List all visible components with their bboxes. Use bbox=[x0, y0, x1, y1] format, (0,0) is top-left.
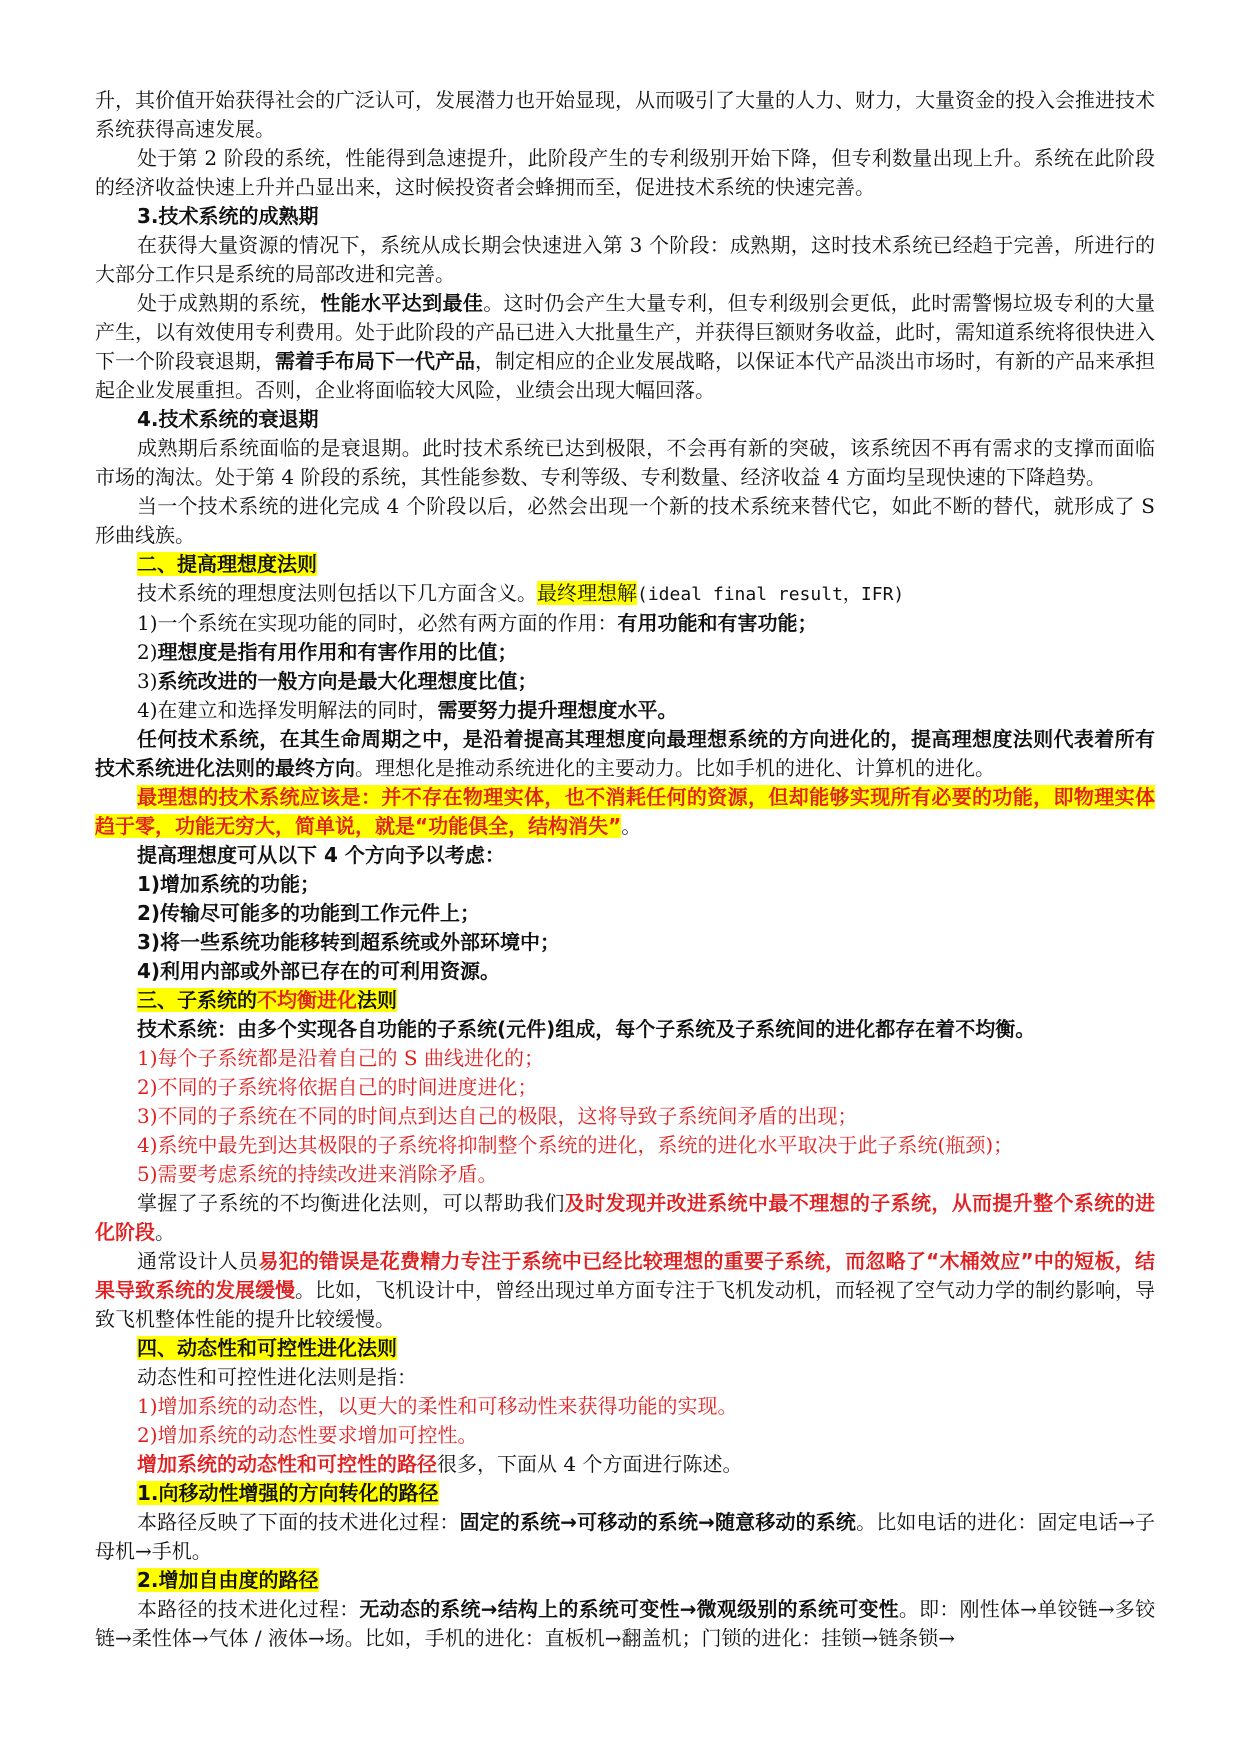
list-item bbox=[95, 667, 1155, 696]
bold-text: 需要努力提升理想度水平。 bbox=[437, 698, 678, 722]
paragraph bbox=[95, 1363, 1155, 1392]
list-item bbox=[95, 1044, 1155, 1073]
list-item bbox=[95, 1160, 1155, 1189]
bold-text: 系统改进的一般方向是最大化理想度比值； bbox=[157, 669, 538, 693]
bold-text: 3)将一些系统功能移转到超系统或外部环境中； bbox=[137, 930, 561, 954]
section-heading bbox=[95, 550, 1155, 579]
red-text: 5)需要考虑系统的持续改进来消除矛盾。 bbox=[137, 1162, 498, 1186]
subsection-heading bbox=[95, 1566, 1155, 1595]
text: 。理想化是推动系统进化的主要动力。比如手机的进化、计算机的进化。 bbox=[355, 756, 995, 780]
text: 。即：刚性体→单铰链→多铰链→柔性体→气体 / 液体→场。比如，手机的进化：直板机→翻盖机；门锁的进化：挂锁→链条锁→ bbox=[95, 1597, 1156, 1650]
bold-text: 固定的系统→可移动的系统→随意移动的系统 bbox=[459, 1510, 857, 1534]
highlighted-red-text: 最理想的技术系统应该是：并不存在物理实体，也不消耗任何的资源，但却能够实现所有必要的功能，即物理实体趋于零，功能无穷大，简单说，就是“功能俱全，结构消失” bbox=[95, 785, 1155, 838]
highlighted-heading: 四、动态性和可控性进化法则 bbox=[137, 1336, 397, 1360]
text: (ideal final result，IFR) bbox=[637, 584, 905, 605]
bold-text: 1)增加系统的功能； bbox=[137, 872, 321, 896]
paragraph bbox=[95, 783, 1155, 841]
text: 。这时仍会产生大量专利，但专利级别会更低，此时需警惕垃圾专利的大量产生，以有效使用专利费用。处于此阶段的产品已进入大批量生产，并获得巨额财务收益，此时，需知道系统将很快进入下一个阶段衰退期， bbox=[95, 291, 1156, 373]
highlighted-heading: 二、提高理想度法则 bbox=[137, 552, 317, 576]
text: 动态性和可控性进化法则是指： bbox=[137, 1365, 417, 1389]
text: 当一个技术系统的进化完成 4 个阶段以后，必然会出现一个新的技术系统来替代它，如此不断的替代，就形成了 S 形曲线族。 bbox=[95, 494, 1155, 547]
list-item bbox=[95, 1102, 1155, 1131]
list-item bbox=[95, 1421, 1155, 1450]
list-item bbox=[95, 1131, 1155, 1160]
list-item bbox=[95, 870, 1155, 899]
bold-red-text: 增加系统的动态性和可控性的路径 bbox=[137, 1452, 437, 1476]
subsection-heading bbox=[95, 405, 1155, 434]
bold-text: 提高理想度可从以下 4 个方向予以考虑： bbox=[137, 843, 505, 867]
highlighted-heading: 法则 bbox=[357, 988, 397, 1012]
highlighted-term: 最终理想解 bbox=[537, 581, 637, 605]
red-text: 1)增加系统的动态性，以更大的柔性和可移动性来获得功能的实现。 bbox=[137, 1394, 738, 1418]
paragraph bbox=[95, 725, 1155, 783]
paragraph bbox=[95, 1595, 1155, 1653]
text: 成熟期后系统面临的是衰退期。此时技术系统已达到极限，不会再有新的突破，该系统因不再有需求的支撑而面临市场的淘汰。处于第 4 阶段的系统，其性能参数、专利等级、专利数量、经济收益 4 方面均呈现快速的下降趋势。 bbox=[95, 436, 1155, 489]
paragraph bbox=[95, 1450, 1155, 1479]
paragraph bbox=[95, 434, 1155, 492]
text: 在获得大量资源的情况下，系统从成长期会快速进入第 3 个阶段：成熟期，这时技术系统已经趋于完善，所进行的大部分工作只是系统的局部改进和完善。 bbox=[95, 233, 1155, 286]
text: 4)在建立和选择发明解法的同时， bbox=[137, 698, 438, 722]
red-text: 2)增加系统的动态性要求增加可控性。 bbox=[137, 1423, 478, 1447]
paragraph bbox=[95, 231, 1155, 289]
bold-text: 需着手布局下一代产品 bbox=[275, 349, 475, 373]
red-text: 3)不同的子系统在不同的时间点到达自己的极限，这将导致子系统间矛盾的出现； bbox=[137, 1104, 858, 1128]
bold-text: 技术系统：由多个实现各自功能的子系统(元件)组成，每个子系统及子系统间的进化都存在着不均衡。 bbox=[137, 1017, 1036, 1041]
text: 。 bbox=[621, 814, 642, 838]
list-item bbox=[95, 1073, 1155, 1102]
bold-text: 任何技术系统，在其生命周期之中，是沿着提高其理想度向最理想系统的方向进化的，提高理想度法则代表着所有技术系统进化法则的最终方向 bbox=[95, 727, 1155, 780]
paragraph bbox=[95, 1508, 1155, 1566]
highlighted-heading: 不均衡进化 bbox=[257, 988, 357, 1012]
document-body bbox=[95, 86, 1155, 1653]
paragraph bbox=[95, 579, 1155, 609]
list-item bbox=[95, 638, 1155, 667]
text: 3) bbox=[137, 669, 158, 693]
heading-text: 4.技术系统的衰退期 bbox=[137, 407, 319, 431]
bold-text: 理想度是指有用作用和有害作用的比值； bbox=[157, 640, 518, 664]
subsection-heading bbox=[95, 1479, 1155, 1508]
text: 升，其价值开始获得社会的广泛认可，发展潜力也开始显现，从而吸引了大量的人力、财力，大量资金的投入会推进技术系统获得高速发展。 bbox=[95, 88, 1155, 141]
paragraph bbox=[95, 289, 1155, 405]
bold-text: 无动态的系统→结构上的系统可变性→微观级别的系统可变性 bbox=[359, 1597, 899, 1621]
highlighted-heading: 2.增加自由度的路径 bbox=[137, 1568, 319, 1592]
paragraph bbox=[95, 841, 1155, 870]
list-item bbox=[95, 899, 1155, 928]
red-text: 4)系统中最先到达其极限的子系统将抑制整个系统的进化，系统的进化水平取决于此子系统(瓶颈)； bbox=[137, 1133, 1014, 1157]
list-item bbox=[95, 1392, 1155, 1421]
list-item bbox=[95, 928, 1155, 957]
red-text: 1)每个子系统都是沿着自己的 S 曲线进化的； bbox=[137, 1046, 544, 1070]
text: 处于第 2 阶段的系统，性能得到急速提升，此阶段产生的专利级别开始下降，但专利数量出现上升。系统在此阶段的经济收益快速上升并凸显出来，这时候投资者会蜂拥而至，促进技术系统的快速完善。 bbox=[95, 146, 1155, 199]
text: 处于成熟期的系统， bbox=[137, 291, 321, 315]
list-item bbox=[95, 609, 1155, 638]
section-heading bbox=[95, 1334, 1155, 1363]
text: 1)一个系统在实现功能的同时，必然有两方面的作用： bbox=[137, 611, 618, 635]
paragraph bbox=[95, 1189, 1155, 1247]
list-item bbox=[95, 957, 1155, 986]
highlighted-heading: 三、子系统的 bbox=[137, 988, 257, 1012]
bold-text: 性能水平达到最佳 bbox=[320, 291, 484, 315]
text: ，制定相应的企业发展战略，以保证本代产品淡出市场时，有新的产品来承担起企业发展重担。否则，企业将面临较大风险，业绩会出现大幅回落。 bbox=[95, 349, 1155, 402]
bold-text: 2)传输尽可能多的功能到工作元件上； bbox=[137, 901, 481, 925]
heading-text: 3.技术系统的成熟期 bbox=[137, 204, 319, 228]
bold-red-text: 易犯的错误是花费精力专注于系统中已经比较理想的重要子系统，而忽略了“木桶效应”中的短板，结果导致系统的发展缓慢 bbox=[95, 1249, 1155, 1302]
subsection-heading bbox=[95, 202, 1155, 231]
text: 2) bbox=[137, 640, 158, 664]
text: 本路径的技术进化过程： bbox=[137, 1597, 360, 1621]
text: 很多，下面从 4 个方面进行陈述。 bbox=[437, 1452, 743, 1476]
red-text: 2)不同的子系统将依据自己的时间进度进化； bbox=[137, 1075, 538, 1099]
bold-text: 有用功能和有害功能； bbox=[617, 611, 818, 635]
paragraph bbox=[95, 144, 1155, 202]
paragraph bbox=[95, 492, 1155, 550]
bold-red-text: 及时发现并改进系统中最不理想的子系统，从而提升整个系统的进化阶段 bbox=[95, 1191, 1156, 1244]
text: 。比如，飞机设计中，曾经出现过单方面专注于飞机发动机，而轻视了空气动力学的制约影响，导致飞机整体性能的提升比较缓慢。 bbox=[95, 1278, 1155, 1331]
text: 通常设计人员 bbox=[137, 1249, 259, 1273]
paragraph bbox=[95, 1015, 1155, 1044]
text: 。比如电话的进化：固定电话→子母机→手机。 bbox=[95, 1510, 1156, 1563]
text: 本路径反映了下面的技术进化过程： bbox=[137, 1510, 460, 1534]
paragraph bbox=[95, 86, 1155, 144]
bold-text: 4)利用内部或外部已存在的可利用资源。 bbox=[137, 959, 501, 983]
text: 。 bbox=[155, 1220, 175, 1244]
section-heading bbox=[95, 986, 1155, 1015]
list-item bbox=[95, 696, 1155, 725]
paragraph bbox=[95, 1247, 1155, 1334]
text: 技术系统的理想度法则包括以下几方面含义。 bbox=[137, 581, 537, 605]
text: 掌握了子系统的不均衡进化法则，可以帮助我们 bbox=[137, 1191, 565, 1215]
highlighted-heading: 1.向移动性增强的方向转化的路径 bbox=[137, 1481, 439, 1505]
